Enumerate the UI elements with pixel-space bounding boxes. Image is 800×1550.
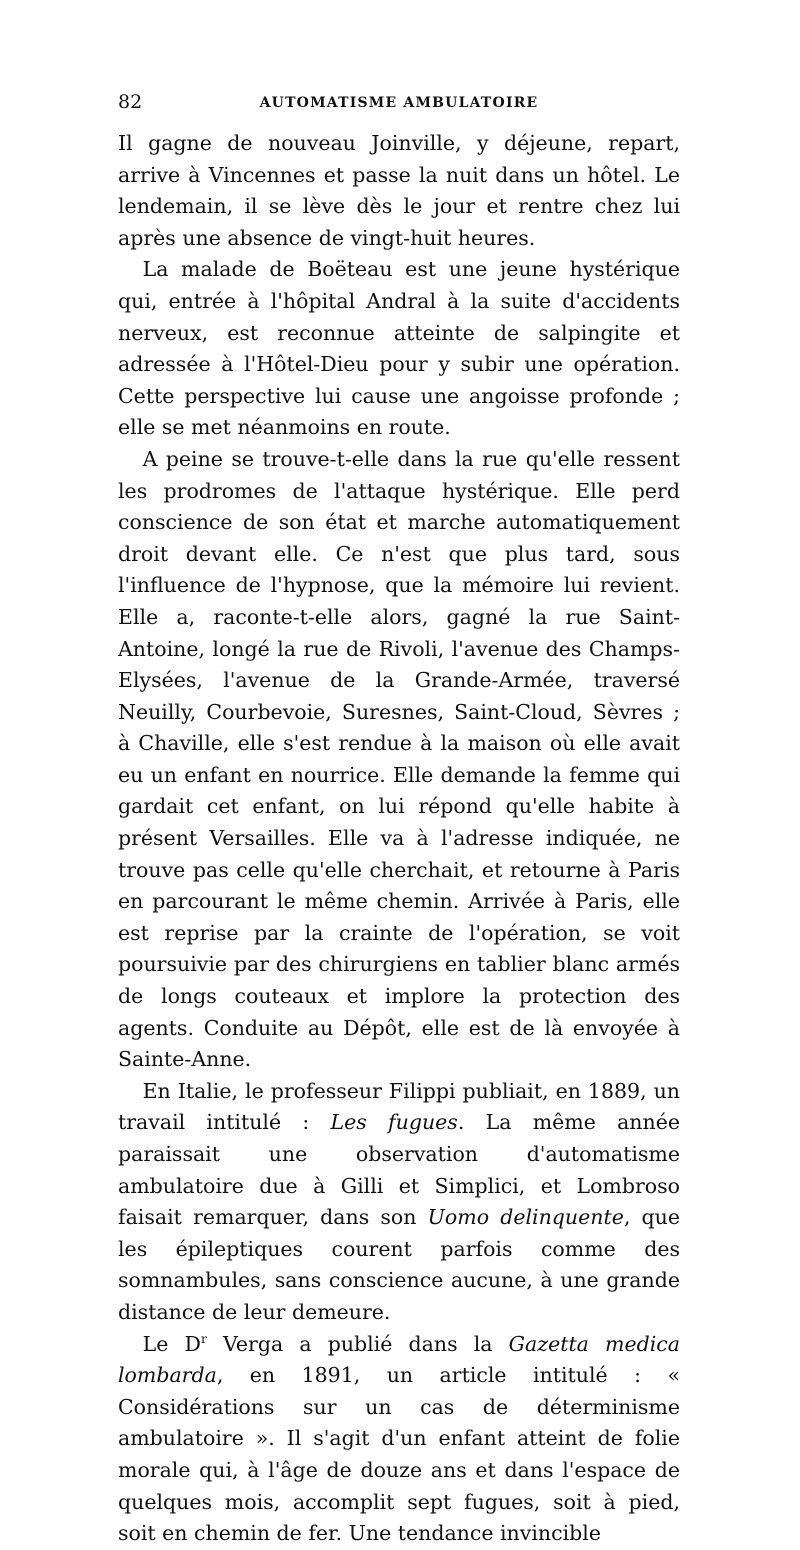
body-text <box>118 128 680 1550</box>
paragraph-5 <box>118 1329 680 1550</box>
journal-title: Gazetta medica lombarda <box>118 1331 681 1388</box>
paragraph-2: La malade de Boëteau est une jeune hystérique qui, entrée à l'hôpital Andral à la suite d'accidents nerveux, est reconnue atteinte de salpingite et adressée à l'Hôtel-Dieu pour y subir une opération. Cette perspective lui cause une angoisse profonde ; elle se met néanmoins en route. <box>118 257 680 440</box>
paragraph-4 <box>118 1076 680 1329</box>
paragraph-5-text-after: , en 1891, un article intitulé : « Considérations sur un cas de déterminisme ambulatoire ». Il s'agit d'un enfant atteint de folie morale qui, à l'âge de douze ans et dans l'espace de quelques mois, accomplit sept fugues, soit à pied, soit en chemin de fer. Une tendance invincible <box>118 1363 680 1546</box>
work-title-uomo-delinquente: Uomo delinquente <box>427 1205 624 1230</box>
paragraph-4-text-middle: . La même année paraissait une observation d'automatisme ambulatoire due à Gilli et Simplici, et Lombroso faisait remarquer, dans son <box>118 1110 680 1230</box>
paragraph-4-text-after: , que les épileptiques courent parfois comme des somnambules, sans conscience aucune, à une grande distance de leur demeure. <box>118 1205 680 1324</box>
paragraph-3: A peine se trouve-t-elle dans la rue qu'elle ressent les prodromes de l'attaque hystérique. Elle perd conscience de son état et marche automatiquement droit devant elle. Ce n'est que plus tard, sous l'influence de l'hypnose, que la mémoire lui revient. Elle a, raconte-t-elle alors, gagné la rue Saint-Antoine, longé la rue de Rivoli, l'avenue des Champs-Elysées, l'avenue de la Grande-Armée, traversé Neuilly, Courbevoie, Suresnes, Saint-Cloud, Sèvres ; à Chaville, elle s'est rendue à la maison où elle avait eu un enfant en nourrice. Elle demande la femme qui gardait cet enfant, on lui répond qu'elle habite à présent Versailles. Elle va à l'adresse indiquée, ne trouve pas celle qu'elle cherchait, et retourne à Paris en parcourant le même chemin. Arrivée à Paris, elle est reprise par la crainte de l'opération, se voit poursuivie par des chirurgiens en tablier blanc armés de longs couteaux et implore la protection des agents. Conduite au Dépôt, elle est de là envoyée à Sainte-Anne. <box>118 446 680 1072</box>
paragraph-4-text-before: En Italie, le professeur Filippi publiait, en 1889, un travail intitulé : <box>118 1078 680 1135</box>
page-number: 82 <box>118 91 143 113</box>
running-head <box>118 90 680 114</box>
paragraph-5-text-before: Le D <box>142 1331 201 1356</box>
work-title-les-fugues: Les fugues <box>330 1110 458 1135</box>
paragraph-1: Il gagne de nouveau Joinville, y déjeune, repart, arrive à Vincennes et passe la nuit dans un hôtel. Le lendemain, il se lève dès le jour et rentre chez lui après une absence de vingt-huit heures. <box>118 131 680 250</box>
doctor-abbreviation-superscript: r <box>200 1331 207 1346</box>
running-title: AUTOMATISME AMBULATOIRE <box>259 95 539 111</box>
paragraph-5-text-middle: Verga a publié dans la <box>206 1331 509 1356</box>
